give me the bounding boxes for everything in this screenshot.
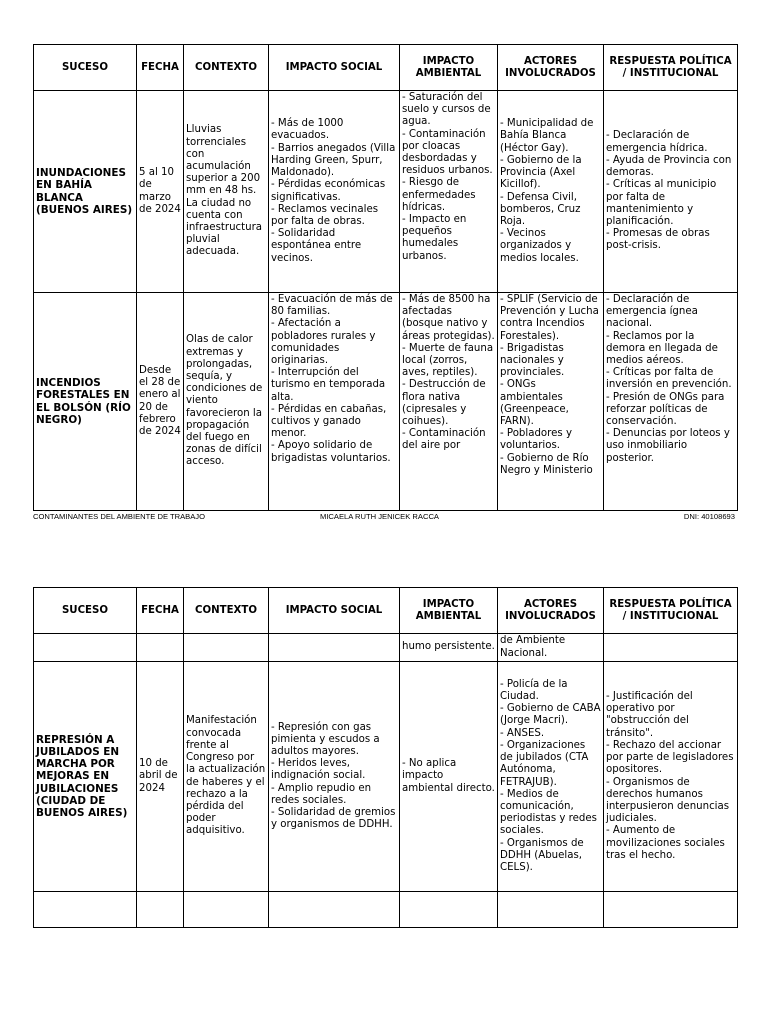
cell-empty <box>34 892 137 928</box>
list-item: - Rechazo del accionar por parte de legisladores opositores. <box>606 739 734 776</box>
header-impacto-social: IMPACTO SOCIAL <box>269 45 400 91</box>
list-item: - Evacuación de más de 80 familias. <box>271 294 393 318</box>
cell-fecha: 5 al 10 de marzo de 2024 <box>137 91 184 293</box>
header-fecha: FECHA <box>137 45 184 91</box>
table-row <box>34 662 738 892</box>
list-item: - Gobierno de Río Negro y Ministerio <box>500 452 593 476</box>
header-respuesta: RESPUESTA POLÍTICA / INSTITUCIONAL <box>604 45 738 91</box>
cell-empty <box>269 892 400 928</box>
header-fecha: FECHA <box>137 588 184 634</box>
list-item: - Contaminación del aire por <box>402 428 486 452</box>
cell-respuesta <box>604 293 738 511</box>
cell-empty <box>498 892 604 928</box>
list-item: - No aplica impacto ambiental directo. <box>402 758 495 794</box>
list-item: - ANSES. <box>500 727 545 739</box>
list-item: - Brigadistas nacionales y provinciales. <box>500 342 565 379</box>
list-item: - Organismos de derechos humanos interpusieron denuncias judiciales. <box>606 776 730 825</box>
cell-empty <box>604 892 738 928</box>
cell-contexto: Olas de calor extremas y prolongadas, sequía, y condiciones de viento favorecieron la propagación del fuego en zonas de difícil acceso. <box>184 293 269 511</box>
cell-impacto-social <box>269 91 400 293</box>
list-item: - Impacto en pequeños humedales urbanos. <box>402 214 467 262</box>
cell-respuesta <box>604 634 738 662</box>
footer-dni: DNI: 40108693 <box>683 512 735 521</box>
list-item: - Promesas de obras post-crisis. <box>606 228 710 252</box>
list-item: - Más de 1000 evacuados. <box>271 118 344 142</box>
cell-empty <box>184 892 269 928</box>
list-item: - Organizaciones de jubilados (CTA Autónoma, FETRAJUB). <box>500 739 589 788</box>
list-item: - Saturación del suelo y cursos de agua. <box>402 92 491 128</box>
header-impacto-social: IMPACTO SOCIAL <box>269 588 400 634</box>
cell-empty <box>400 892 498 928</box>
header-contexto: CONTEXTO <box>184 588 269 634</box>
list-item: - ONGs ambientales (Greenpeace, FARN). <box>500 379 569 428</box>
list-item: - Críticas al municipio por falta de mantenimiento y planificación. <box>606 179 717 227</box>
list-item: - Destrucción de flora nativa (cipresales y coihues). <box>402 379 486 428</box>
list-item: - Barrios anegados (Villa Harding Green, Spurr, Maldonado). <box>271 142 396 179</box>
list-item: - Pérdidas en cabañas, cultivos y ganado menor. <box>271 403 387 440</box>
list-item: - Muerte de fauna local (zorros, aves, reptiles). <box>402 342 494 379</box>
table-header-row <box>34 588 738 634</box>
header-impacto-ambiental: IMPACTO AMBIENTAL <box>400 45 498 91</box>
list-item: - Gobierno de CABA (Jorge Macri). <box>500 703 601 727</box>
table-header-row <box>34 45 738 91</box>
list-item: - Declaración de emergencia ígnea nacional. <box>606 294 698 330</box>
list-item: - Interrupción del turismo en temporada alta. <box>271 367 386 403</box>
header-suceso: SUCESO <box>34 45 137 91</box>
cell-respuesta <box>604 662 738 892</box>
cell-suceso <box>34 634 137 662</box>
table-row-continuation <box>34 634 738 662</box>
cell-contexto: Manifestación convocada frente al Congreso por la actualización de haberes y el rechazo a la pérdida del poder adquisitivo. <box>184 662 269 892</box>
list-item: - Contaminación por cloacas desbordadas y residuos urbanos. <box>402 128 493 177</box>
list-item: - Denuncias por loteos y uso inmobiliario posterior. <box>606 428 730 464</box>
cell-impacto-ambiental: humo persistente. <box>400 634 498 662</box>
cell-impacto-ambiental <box>400 662 498 892</box>
cell-suceso: INCENDIOS FORESTALES EN EL BOLSÓN (RÍO NEGRO) <box>34 293 137 511</box>
list-item: - Más de 8500 ha afectadas (bosque nativo y áreas protegidas). <box>402 294 495 342</box>
cell-suceso: INUNDACIONES EN BAHÍA BLANCA (BUENOS AIRES) <box>34 91 137 293</box>
list-item: - Justificación del operativo por "obstrucción del tránsito". <box>606 691 693 739</box>
list-item: - SPLIF (Servicio de Prevención y Lucha contra Incendios Forestales). <box>500 294 599 342</box>
cell-impacto-social <box>269 634 400 662</box>
cell-fecha: Desde el 28 de enero al 20 de febrero de 2024 <box>137 293 184 511</box>
table-row-empty <box>34 892 738 928</box>
list-item: - Defensa Civil, bomberos, Cruz Roja. <box>500 191 581 227</box>
list-item: - Apoyo solidario de brigadistas voluntarios. <box>271 440 391 464</box>
header-respuesta: RESPUESTA POLÍTICA / INSTITUCIONAL <box>604 588 738 634</box>
list-item: - Represión con gas pimienta y escudos a adultos mayores. <box>271 721 380 757</box>
list-item: - Afectación a pobladores rurales y comunidades originarias. <box>271 318 376 367</box>
list-item: - Solidaridad de gremios y organismos de DDHH. <box>271 807 396 831</box>
list-item: - Declaración de emergencia hídrica. <box>606 130 708 154</box>
events-table-page-2 <box>33 587 738 928</box>
list-item: - Pérdidas económicas significativas. <box>271 179 386 203</box>
header-actores: ACTORES INVOLUCRADOS <box>498 45 604 91</box>
events-table-page-1 <box>33 44 738 511</box>
list-item: - Amplio repudio en redes sociales. <box>271 782 372 806</box>
footer-author: MICAELA RUTH JENICEK RACCA <box>320 512 439 521</box>
list-item: - Aumento de movilizaciones sociales tras el hecho. <box>606 825 725 861</box>
list-item: - Gobierno de la Provincia (Axel Kicillof). <box>500 154 582 191</box>
list-item: - Medios de comunicación, periodistas y redes sociales. <box>500 788 597 837</box>
table-row <box>34 293 738 511</box>
list-item: - Organismos de DDHH (Abuelas, CELS). <box>500 837 584 873</box>
cell-impacto-ambiental <box>400 293 498 511</box>
list-item: - Pobladores y voluntarios. <box>500 428 572 452</box>
cell-actores <box>498 91 604 293</box>
cell-contexto: Lluvias torrenciales con acumulación superior a 200 mm en 48 hs. La ciudad no cuenta con infraestructura pluvial adecuada. <box>184 91 269 293</box>
footer-course: CONTAMINANTES DEL AMBIENTE DE TRABAJO <box>33 512 206 521</box>
cell-impacto-social <box>269 662 400 892</box>
cell-empty <box>137 892 184 928</box>
cell-impacto-social <box>269 293 400 511</box>
list-item: - Críticas por falta de inversión en prevención. <box>606 367 732 391</box>
list-item: - Ayuda de Provincia con demoras. <box>606 154 732 179</box>
list-item: - Presión de ONGs para reforzar políticas de conservación. <box>606 391 725 428</box>
cell-fecha: 10 de abril de 2024 <box>137 662 184 892</box>
list-item: - Riesgo de enfermedades hídricas. <box>402 177 476 213</box>
cell-fecha <box>137 634 184 662</box>
list-item: - Heridos leves, indignación social. <box>271 758 366 782</box>
header-impacto-ambiental: IMPACTO AMBIENTAL <box>400 588 498 634</box>
list-item: - Reclamos por la demora en llegada de medios aéreos. <box>606 330 718 367</box>
list-item: - Solidaridad espontánea entre vecinos. <box>271 228 362 264</box>
cell-respuesta <box>604 91 738 293</box>
cell-actores <box>498 662 604 892</box>
list-item: - Policía de la Ciudad. <box>500 678 568 703</box>
cell-suceso: REPRESIÓN A JUBILADOS EN MARCHA POR MEJORAS EN JUBILACIONES (CIUDAD DE BUENOS AIRES) <box>34 662 137 892</box>
list-item: - Reclamos vecinales por falta de obras. <box>271 203 379 227</box>
header-suceso: SUCESO <box>34 588 137 634</box>
cell-impacto-ambiental <box>400 91 498 293</box>
list-item: - Vecinos organizados y medios locales. <box>500 228 579 264</box>
header-actores: ACTORES INVOLUCRADOS <box>498 588 604 634</box>
cell-actores <box>498 293 604 511</box>
list-item: - Municipalidad de Bahía Blanca (Héctor Gay). <box>500 118 594 154</box>
cell-actores: de Ambiente Nacional. <box>498 634 604 662</box>
cell-contexto <box>184 634 269 662</box>
table-row <box>34 91 738 293</box>
header-contexto: CONTEXTO <box>184 45 269 91</box>
